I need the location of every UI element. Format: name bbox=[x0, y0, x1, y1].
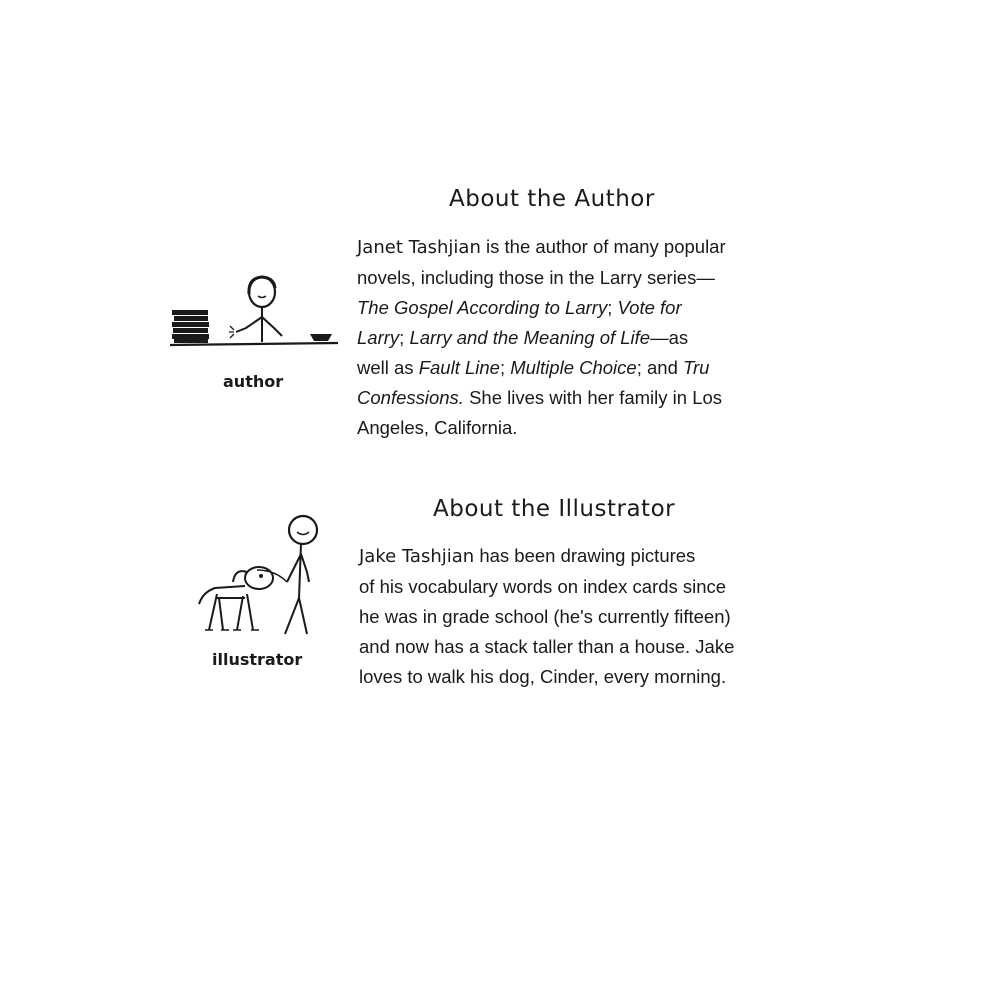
author-name: Janet Tashjian bbox=[357, 237, 481, 258]
author-bio bbox=[357, 232, 770, 443]
author-heading: About the Author bbox=[449, 186, 655, 212]
illustrator-bio-line-4: and now has a stack taller than a house. Jake bbox=[359, 636, 735, 657]
author-bio-line-6: Confessions. She lives with her family in Los bbox=[357, 387, 723, 408]
man-walking-dog-icon bbox=[195, 510, 335, 640]
author-bio-line-4: Larry; Larry and the Meaning of Life—as bbox=[357, 327, 689, 348]
author-bio-line-1: Janet Tashjian is the author of many popular bbox=[357, 236, 726, 258]
author-bio-line-5: well as Fault Line; Multiple Choice; and Tru bbox=[357, 357, 710, 378]
illustrator-bio-line-5: loves to walk his dog, Cinder, every morning. bbox=[359, 666, 727, 687]
author-caption: author bbox=[223, 372, 284, 391]
author-bio-line-2: novels, including those in the Larry series— bbox=[357, 267, 715, 288]
author-at-desk-icon bbox=[170, 272, 340, 352]
illustrator-caption: illustrator bbox=[212, 650, 303, 669]
illustrator-bio-line-3: he was in grade school (he's currently fifteen) bbox=[359, 606, 731, 627]
illustrator-bio-line-1: Jake Tashjian has been drawing pictures bbox=[359, 545, 696, 567]
illustrator-heading: About the Illustrator bbox=[433, 496, 676, 522]
author-bio-line-7: Angeles, California. bbox=[357, 417, 518, 438]
author-bio-line-3: The Gospel According to Larry; Vote for bbox=[357, 297, 682, 318]
illustrator-bio bbox=[359, 541, 772, 692]
illustrator-bio-line-2: of his vocabulary words on index cards since bbox=[359, 576, 727, 597]
illustrator-name: Jake Tashjian bbox=[359, 546, 475, 567]
